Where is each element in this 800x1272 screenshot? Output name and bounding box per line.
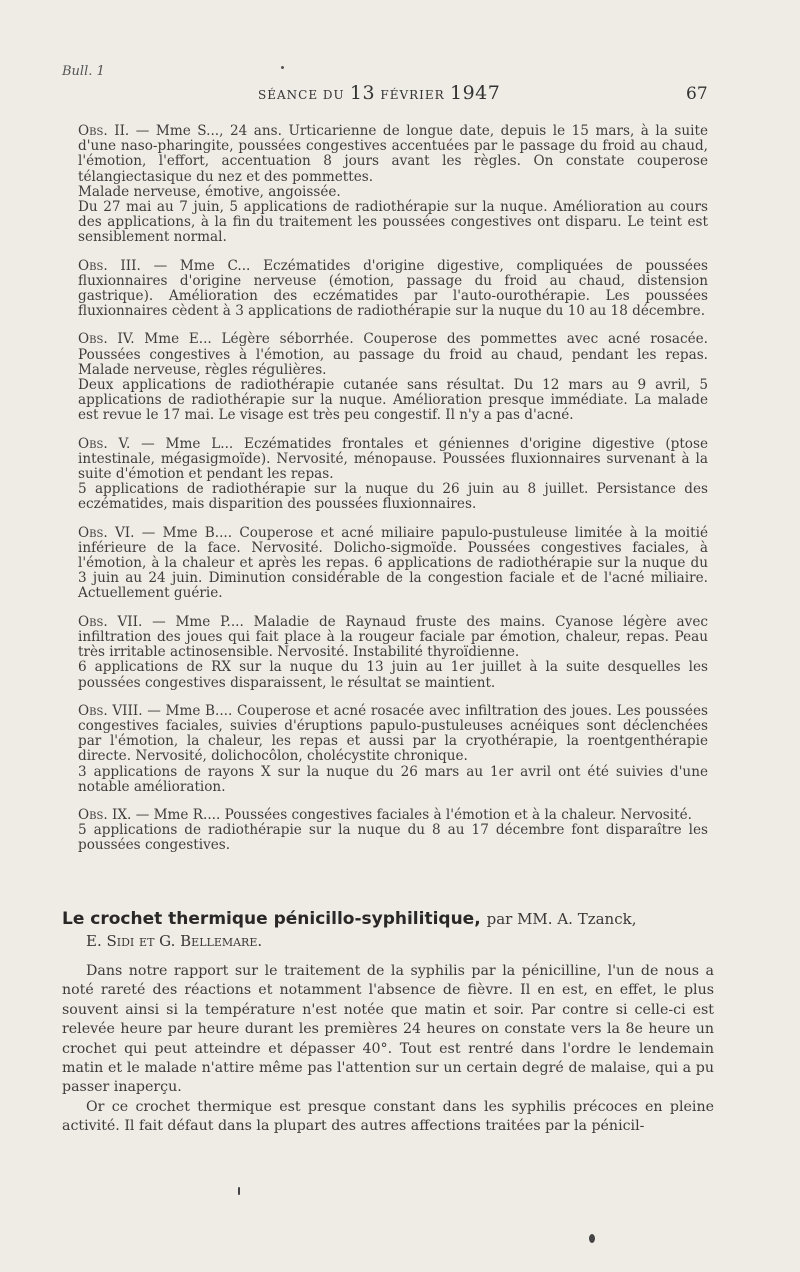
observation-8-para-1 xyxy=(78,704,708,765)
observation-2-label: Obs. II. xyxy=(78,123,130,139)
ink-blot xyxy=(589,1234,595,1243)
print-speck xyxy=(238,1187,240,1195)
observation-5 xyxy=(78,437,708,513)
observation-2-para-1 xyxy=(78,124,708,185)
observation-3-text-1: — Mme C... Eczématides d'origine digestive, compliquées de poussées fluxionnaires d'origine nerveuse (émotion, passage du froid au chaud, distension gastrique). Amélioration des eczématides par l'auto-ourothérapie. Les poussées fluxionnaires cèdent à 3 applications de radiothérapie sur la nuque du 10 au 18 décembre. xyxy=(78,257,709,320)
observation-2 xyxy=(78,124,708,246)
observation-9 xyxy=(78,808,708,854)
bulletin-label: Bull. 1 xyxy=(62,64,105,79)
print-dot xyxy=(281,66,284,69)
observation-7-text-1: — Mme P.... Maladie de Raynaud fruste des mains. Cyanose légère avec infiltration des joues qui fait place à la rougeur faciale par émotion, chaleur, repas. Peau très irritable actinosensible. Nervosité. Instabilité thyroïdienne. xyxy=(78,613,708,661)
observation-8-para-2: 3 applications de rayons X sur la nuque du 26 mars au 1er avril ont été suivies d'une notable amélioration. xyxy=(78,763,708,795)
article-authors-line-1: par MM. A. Tzanck, xyxy=(486,910,637,928)
observation-4-para-1 xyxy=(78,332,708,378)
observation-6-label: Obs. VI. xyxy=(78,524,135,541)
observation-7 xyxy=(78,615,708,691)
observation-6-para-1 xyxy=(78,526,708,602)
observation-6 xyxy=(78,526,708,602)
running-header-month: FÉVRIER xyxy=(380,88,445,102)
observation-5-para-1 xyxy=(78,437,708,483)
observation-2-para-3: Du 27 mai au 7 juin, 5 applications de radiothérapie sur la nuque. Amélioration au cours des applications, à la fin du traitement les poussées congestives ont disparu. Le teint est sensiblement normal. xyxy=(78,199,708,246)
observation-6-text-1: — Mme B.... Couperose et acné miliaire papulo-pustuleuse limitée à la moitié inférieure de la face. Nervosité. Dolicho-sigmoïde. Poussées congestives faciales, à l'émotion, à la chaleur et après les repas. 6 applications de radiothérapie sur la nuque du 3 juin au 24 juin. Diminution considérable de la congestion faciale et de l'acné miliaire. Actuellement guérie. xyxy=(78,524,708,602)
observation-9-label: Obs. IX. xyxy=(78,806,132,823)
observation-4-para-2: Deux applications de radiothérapie cutanée sans résultat. Du 12 mars au 9 avril, 5 applications de radiothérapie sur la nuque. Amélioration presque immédiate. La malade est revue le 17 mai. Le visage est très peu congestif. Il n'y a pas d'acné. xyxy=(78,377,708,424)
article-title: Le crochet thermique pénicillo-syphilitique, xyxy=(62,909,481,929)
article-paragraph-1: Dans notre rapport sur le traitement de la syphilis par la pénicilline, l'un de nous a noté rareté des réactions et notamment l'absence de fièvre. Il en est, en effet, le plus souvent ainsi si la température n'est notée que matin et soir. Par contre si celle-ci est relevée heure par heure durant les premières 24 heures on constate vers la 8e heure un crochet qui peut atteindre et dépasser 40°. Tout est rentré dans l'ordre le lendemain matin et le malade n'attire même pas l'attention sur un certain degré de malaise, qui a pu passer inaperçu. xyxy=(62,963,714,1096)
observation-9-para-2: 5 applications de radiothérapie sur la nuque du 8 au 17 décembre font disparaître les poussées congestives. xyxy=(78,822,708,854)
observation-2-text-1: — Mme S..., 24 ans. Urticarienne de longue date, depuis le 15 mars, à la suite d'une naso-pharingite, poussées congestives accentuées par le passage du froid au chaud, l'émotion, l'effort, accentuation 8 jours avant les règles. On constate couperose télangiectasique du nez et des pommettes. xyxy=(78,123,709,185)
observation-3 xyxy=(78,259,708,320)
observation-9-para-1 xyxy=(78,808,708,823)
running-header-year: 1947 xyxy=(450,82,501,104)
article-authors-line-2: E. Sidi et G. Bellemare. xyxy=(86,932,263,950)
observations-section xyxy=(78,124,708,867)
observation-2-para-2: Malade nerveuse, émotive, angoissée. xyxy=(78,183,341,200)
running-header-pre: SÉANCE DU xyxy=(258,88,345,102)
observation-5-para-2: 5 applications de radiothérapie sur la nuque du 26 juin au 8 juillet. Persistance des eczématides, mais disparition des poussées fluxionnaires. xyxy=(78,481,708,513)
running-header xyxy=(258,82,500,104)
article-heading xyxy=(62,908,722,952)
observation-7-label: Obs. VII. xyxy=(78,613,143,630)
article-body xyxy=(62,962,714,1137)
observation-5-text-1: — Mme L... Eczématides frontales et géniennes d'origine digestive (ptose intestinale, mégasigmoïde). Nervosité, ménopause. Poussées fluxionnaires survenant à la suite d'émotion et pendant les repas. xyxy=(78,435,708,483)
observation-5-label: Obs. V. xyxy=(78,435,131,452)
observation-7-para-2: 6 applications de RX sur la nuque du 13 juin au 1er juillet à la suite desquelles les poussées congestives disparaissent, le résultat se maintient. xyxy=(78,659,708,691)
observation-4 xyxy=(78,332,708,423)
page-number: 67 xyxy=(686,84,708,104)
observation-3-label: Obs. III. xyxy=(78,257,141,274)
observation-8 xyxy=(78,704,708,795)
observation-4-label: Obs. IV. xyxy=(78,331,135,348)
observation-8-label: Obs. VIII. xyxy=(78,702,143,719)
observation-8-text-1: — Mme B.... Couperose et acné rosacée avec infiltration des joues. Les poussées congestives faciales, suivies d'éruptions papulo-pustuleuses acnéiques sont déclenchées par l'émotion, la chaleur, les repas et aussi par la cryothérapie, la roentgenthérapie directe. Nervosité, dolichocôlon, cholécystite chronique. xyxy=(78,702,708,765)
observation-3-para-1 xyxy=(78,259,708,320)
running-header-day: 13 xyxy=(349,82,376,104)
observation-9-text-1: — Mme R.... Poussées congestives faciales à l'émotion et à la chaleur. Nervosité. xyxy=(135,806,692,823)
observation-7-para-1 xyxy=(78,615,708,661)
article-paragraph-2: Or ce crochet thermique est presque constant dans les syphilis précoces en pleine activité. Il fait défaut dans la plupart des autres affections traitées par la pénicil- xyxy=(62,1098,714,1135)
observation-4-text-1: Mme E... Légère séborrhée. Couperose des pommettes avec acné rosacée. Poussées congestives à l'émotion, au passage du froid au chaud, pendant les repas. Malade nerveuse, règles régulières. xyxy=(78,331,708,378)
